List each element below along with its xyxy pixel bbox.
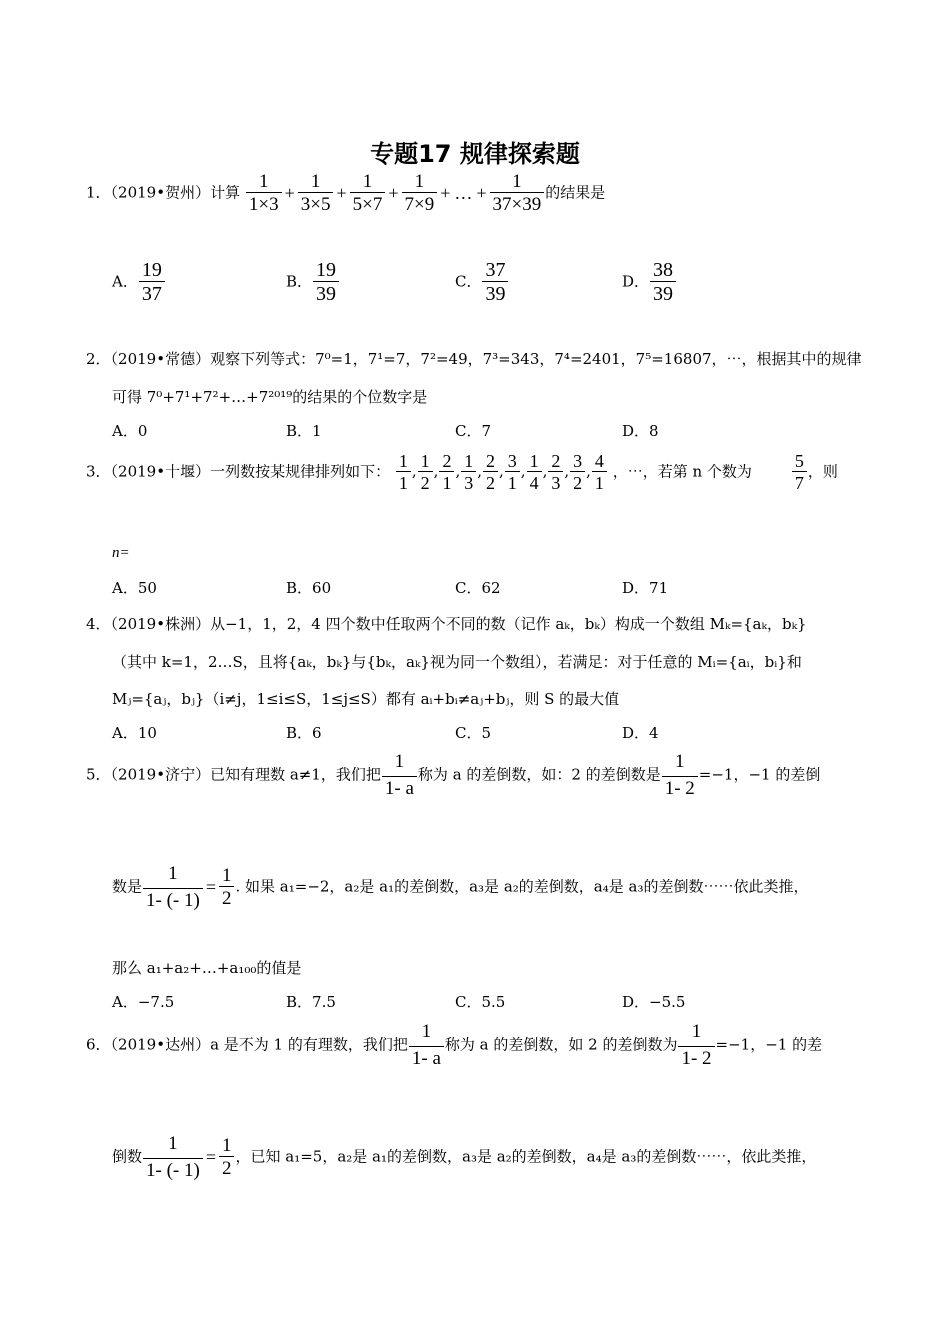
question-number: 1． <box>86 183 111 202</box>
question-4-line-2: （其中 k=1，2…S，且将{aₖ，bₖ}与{bₖ，aₖ}视为同一个数组），若满足：对于任意的 Mᵢ={aᵢ，bᵢ}和 <box>112 653 802 671</box>
option-d[interactable]: D．−5.5 <box>622 993 686 1011</box>
question-source: （2019•株洲） <box>110 615 211 633</box>
question-number: 3． <box>86 462 111 481</box>
option-d[interactable]: D．4 <box>622 724 659 742</box>
question-text: 称为 a 的差倒数，如 2 的差倒数为 <box>444 1035 678 1054</box>
question-source: （2019•常德） <box>110 350 211 368</box>
fraction: $\frac{1}{1- 2}$ <box>678 1022 714 1069</box>
option-b[interactable]: B．6 <box>286 724 322 742</box>
question-source: （2019•济宁） <box>110 765 211 784</box>
question-3: 3．（2019•十堰）一列数按某规律排列如下： $\frac{1}{1}$ , $\frac{1}{2}$ , $\frac{2}{1}$ , $\frac{1}{3}$ , $\frac{2}{2}$ , $\frac{3}{1}$ , $\frac{1}{4}$ , $\frac{2}{3}$ , $\frac{3}{2}$ , $\frac{4}{1}$ ，⋯，若第 n 个数为 $\frac{5}{7}$ ，则 <box>86 451 838 493</box>
question-2 <box>86 348 862 369</box>
option-d[interactable]: D．71 <box>622 579 669 597</box>
page-title: 专题17 规律探索题 <box>370 140 580 168</box>
question-source: （2019•达州） <box>110 1035 211 1054</box>
fraction: $\frac{1}{2}$ <box>219 1136 235 1179</box>
question-text: =−1，−1 的差 <box>715 1035 823 1054</box>
question-number: 4． <box>86 615 111 633</box>
question-text: 一列数按某规律排列如下： <box>210 462 391 481</box>
option-c[interactable]: C． $\frac{37}{39}$ <box>455 260 509 305</box>
number-sequence: $\frac{1}{1}$ , $\frac{1}{2}$ , $\frac{2}{1}$ , $\frac{1}{3}$ , $\frac{2}{2}$ , $\frac{3}{1}$ , $\frac{1}{4}$ , $\frac{2}{3}$ , $\frac{3}{2}$ , $\frac{4}{1}$ <box>395 462 613 480</box>
option-c[interactable]: C．5 <box>455 724 492 742</box>
question-3-line-2: n= <box>112 545 130 561</box>
option-c[interactable]: C．7 <box>455 422 492 440</box>
question-source: （2019•十堰） <box>110 462 211 481</box>
option-a[interactable]: A．10 <box>112 724 157 742</box>
question-text: 已知有理数 a≠1，我们把 <box>210 765 381 784</box>
fraction: $\frac{1}{1- a}$ <box>409 1022 444 1069</box>
option-a[interactable]: A．−7.5 <box>112 993 175 1011</box>
question-text: ，⋯，若第 n 个数为 <box>612 462 752 481</box>
question-4-line-3: Mⱼ={aⱼ，bⱼ}（i≠j，1≤i≤S，1≤j≤S）都有 aᵢ+bᵢ≠aⱼ+bⱼ，则 S 的最大值 <box>112 690 620 708</box>
question-6-line-2: 倒数 $\frac{1}{1- (- 1)}$ = $\frac{1}{2}$ ，已知 a₁=5，a₂是 a₁的差倒数，a₃是 a₂的差倒数，a₄是 a₃的差倒数⋯⋯，依此类推， <box>112 1133 817 1181</box>
option-d[interactable]: D．8 <box>622 422 659 440</box>
question-text: 计算 <box>210 183 241 202</box>
question-1: 1．（2019•贺州）计算 $\frac{1}{1\times 3}$ + $\frac{1}{3\times 5}$ + $\frac{1}{5\times 7}$ + $\frac{1}{7\times 9}$ + … + $\frac{1}{37\times 39}$ 的结果是 <box>86 171 606 215</box>
question-6 <box>86 1022 822 1069</box>
option-a[interactable]: A． $\frac{19}{37}$ <box>112 260 166 305</box>
option-c[interactable]: C．5.5 <box>455 993 506 1011</box>
fraction: $\frac{1}{1- 2}$ <box>662 752 698 799</box>
fraction: $\frac{1}{1- a}$ <box>382 752 417 799</box>
option-b[interactable]: B．1 <box>286 422 322 440</box>
question-number: 2． <box>86 350 111 368</box>
fraction: $\frac{1}{1\times 3}$ <box>246 172 282 215</box>
question-number: 5． <box>86 765 111 784</box>
question-5 <box>86 752 820 799</box>
fraction: $\frac{1}{2}$ <box>219 866 235 909</box>
question-5-line-3: 那么 a₁+a₂+…+a₁₀₀的值是 <box>112 959 302 977</box>
question-text: 从−1，1，2，4 四个数中任取两个不同的数（记作 aₖ，bₖ）构成一个数组 Mₖ={aₖ，bₖ} <box>210 615 807 633</box>
fraction: $\frac{1}{3\times 5}$ <box>298 172 334 215</box>
option-c[interactable]: C．62 <box>455 579 501 597</box>
option-a[interactable]: A．50 <box>112 579 157 597</box>
option-d[interactable]: D． $\frac{38}{39}$ <box>622 260 677 305</box>
question-text: a 是不为 1 的有理数，我们把 <box>210 1035 408 1054</box>
fraction: $\frac{1}{1- (- 1)}$ <box>143 864 203 911</box>
question-5-line-2: 数是 $\frac{1}{1- (- 1)}$ = $\frac{1}{2}$ . 如果 a₁=−2，a₂是 a₁的差倒数，a₃是 a₂的差倒数，a₄是 a₃的差倒数⋯⋯依此类推， <box>112 863 809 911</box>
option-a[interactable]: A．0 <box>112 422 148 440</box>
option-b[interactable]: B． $\frac{19}{39}$ <box>286 260 340 305</box>
fraction: $\frac{1}{5\times 7}$ <box>350 172 386 215</box>
question-text: =−1，−1 的差倒 <box>698 765 821 784</box>
question-text: 的结果是 <box>545 183 606 202</box>
fraction: $\frac{1}{1- (- 1)}$ <box>143 1134 203 1181</box>
fraction: $\frac{1}{37\times 39}$ <box>490 172 545 215</box>
option-b[interactable]: B．7.5 <box>286 993 336 1011</box>
option-b[interactable]: B．60 <box>286 579 332 597</box>
question-text: 观察下列等式：7⁰=1，7¹=7，7²=49，7³=343，7⁴=2401，7⁵=16807，⋯，根据其中的规律 <box>210 350 862 368</box>
question-2-line-2: 可得 7⁰+7¹+7²+…+7²⁰¹⁹的结果的个位数字是 <box>112 388 428 406</box>
question-source: （2019•贺州） <box>110 183 211 202</box>
question-text: ，则 <box>807 462 838 481</box>
question-4 <box>86 613 807 634</box>
fraction: $\frac{1}{7\times 9}$ <box>402 172 438 215</box>
question-text: 称为 a 的差倒数，如：2 的差倒数是 <box>417 765 661 784</box>
question-number: 6． <box>86 1035 111 1054</box>
